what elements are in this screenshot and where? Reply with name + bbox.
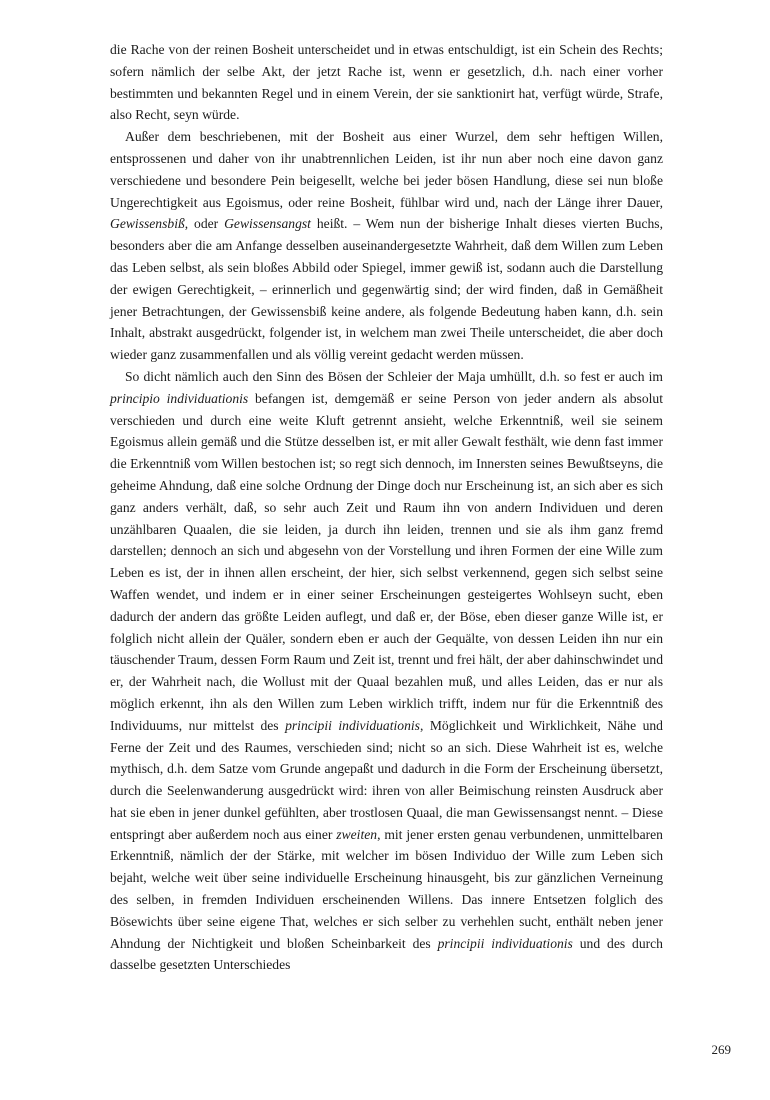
text-segment: und des durch dasselbe gesetzten Unterschiedes	[110, 935, 663, 973]
italic-text-segment: principii individuationis	[285, 717, 420, 733]
text-segment: So dicht nämlich auch den Sinn des Bösen der Schleier der Maja umhüllt, d.h. so fest er auch im	[125, 368, 663, 384]
italic-text-segment: zweiten	[336, 826, 378, 842]
text-segment: Außer dem beschriebenen, mit der Bosheit aus einer Wurzel, dem sehr heftigen Willen, entsprossenen und daher von ihr unabtrennlichen Leiden, ist ihr nun aber noch eine davon ganz verschiedene und besondere Pein beigesellt, welche bei jeder bösen Handlung, diese sei nun bloße Ungerechtigkeit aus Egoismus, oder reine Bosheit, fühlbar wird und, nach der Länge ihrer Dauer,	[110, 129, 663, 210]
paragraph	[110, 126, 663, 366]
text-segment: , mit jener ersten genau verbundenen, unmittelbaren Erkenntniß, nämlich der der Stärke, mit welcher im bösen Individuo der Wille zum Leben sich bejaht, welche weit über seine individuelle Erscheinung hinausgeht, bis zur gänzlichen Verneinung des selben, in fremden Individuen erscheinenden Willens. Das innere Entsetzen folglich des Bösewichts über seine eigene That, welches er sich selber zu verhehlen sucht, enthält neben jener Ahndung der Nichtigkeit und bloßen Scheinbarkeit des	[110, 826, 663, 951]
italic-text-segment: principio individuationis	[110, 390, 249, 406]
italic-text-segment: principii individuationis	[437, 935, 573, 951]
text-segment: befangen ist, demgemäß er seine Person von jeder andern als absolut verschieden und durch eine weite Kluft getrennt ansieht, welche Erkenntniß, weil sie seinem Egoismus allein gemäß und die Stütze desselben ist, er mit aller Gewalt festhält, wie denn fast immer die Erkenntniß vom Willen bestochen ist; so regt sich dennoch, im Innersten seines Bewußtseyns, die geheime Ahndung, daß eine solche Ordnung der Dinge doch nur Erscheinung ist, an sich aber es sich ganz anders verhält, daß, so sehr auch Zeit und Raum ihn von andern Individuen und deren unzählbaren Quaalen, die sie leiden, ja durch ihn leiden, trennen und sie als ihm ganz fremd darstellen; dennoch an sich und abgesehn von der Vorstellung und ihren Formen der eine Wille zum Leben es ist, der in ihnen allen erscheint, der hier, sich selbst verkennend, gegen sich selbst seine Waffen wendet, und indem er in einer seiner Erscheinungen gesteigertes Wohlseyn sucht, eben dadurch der andern das größte Leiden auflegt, und daß er, der Böse, eben dieser ganze Wille ist, er folglich nicht allein der Quäler, sondern eben er auch der Gequälte, von dessen Leiden ihn nur ein täuschender Traum, dessen Form Raum und Zeit ist, trennt und frei hält, der aber dahinschwindet und er, der Wahrheit nach, die Wollust mit der Quaal bezahlen muß, und alles Leiden, das er nur als möglich erkennt, ihn als den Willen zum Leben wirklich trifft, indem nur für die Erkenntniß des Individuums, nur mittelst des	[110, 390, 663, 733]
italic-text-segment: Gewissensangst	[224, 216, 311, 232]
text-segment: , Möglichkeit und Wirklichkeit, Nähe und Ferne der Zeit und des Raumes, verschieden sind; nicht so an sich. Diese Wahrheit ist es, welche mythisch, d.h. dem Satze vom Grunde angepaßt und dadurch in die Form der Erscheinung übersetzt, durch die Seelenwanderung ausgedrückt wird: ihren von aller Beimischung reinsten Ausdruck aber hat sie eben in jener dunkel gefühlten, aber trostlosen Quaal, die man Gewissensangst nennt. – Diese entspringt aber außerdem noch aus einer	[110, 717, 663, 842]
italic-text-segment: Gewissensbiß	[110, 216, 185, 232]
text-segment: die Rache von der reinen Bosheit unterscheidet und in etwas entschuldigt, ist ein Schein des Rechts; sofern nämlich der selbe Akt, der jetzt Rache ist, wenn er gesetzlich, d.h. nach einer vorher bestimmten und bekannten Regel und in einem Verein, der sie sanktionirt hat, verfügt würde, Strafe, also Recht, seyn würde.	[110, 42, 663, 123]
text-segment: , oder	[184, 216, 225, 232]
page-text	[110, 39, 663, 976]
text-segment: heißt. – Wem nun der bisherige Inhalt dieses vierten Buchs, besonders aber die am Anfange desselben auseinandergesetzte Wahrheit, daß dem Willen zum Leben das Leben selbst, als sein bloßes Abbild oder Spiegel, immer gewiß ist, sodann auch die Darstellung der ewigen Gerechtigkeit, – erinnerlich und gegenwärtig sind; der wird finden, daß in Gemäßheit jener Betrachtungen, der Gewissensbiß keine andere, als folgende Bedeutung haben kann, d.h. sein Inhalt, abstrakt ausgedrückt, folgender ist, in welchem man zwei Theile unterscheidet, die aber doch wieder ganz zusammenfallen und als völlig vereint gedacht werden müssen.	[110, 216, 663, 363]
paragraph	[110, 366, 663, 976]
paragraph	[110, 39, 663, 126]
page-number: 269	[711, 1042, 731, 1057]
